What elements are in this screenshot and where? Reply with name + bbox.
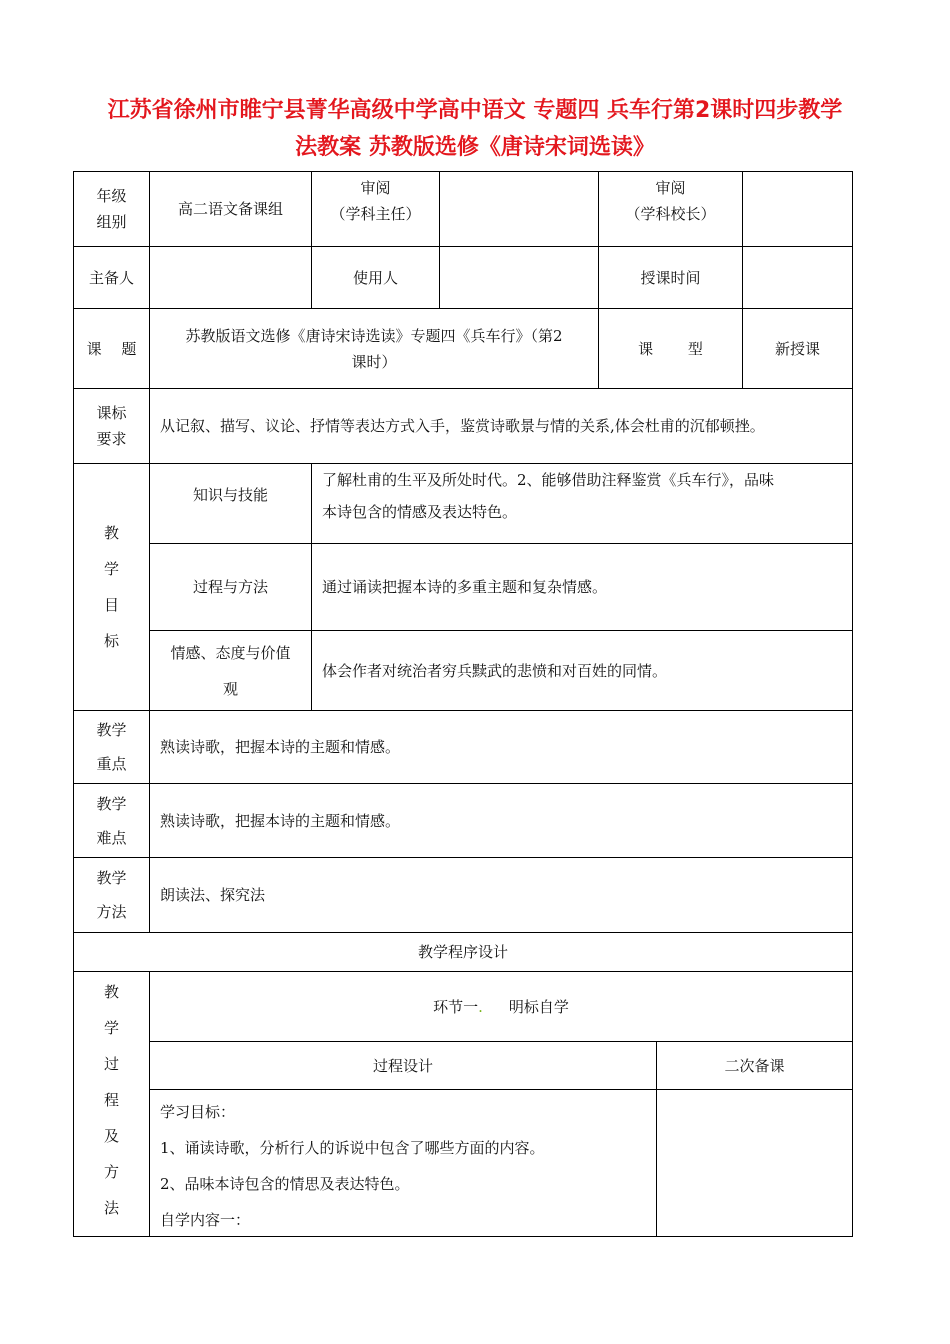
topic-line-1: 苏教版语文选修《唐诗宋诗选读》专题四《兵车行》（第2 xyxy=(185,326,563,345)
difficulty-label-line-2: 难点 xyxy=(96,828,127,847)
method-text: 朗读法、探究法 xyxy=(149,857,853,933)
knowledge-line-2: 本诗包含的情感及表达特色。 xyxy=(322,503,518,521)
knowledge-skills-label: 知识与技能 xyxy=(149,463,312,544)
topic-value xyxy=(149,308,599,389)
stage-one-heading xyxy=(149,971,853,1042)
emotion-label-line-1: 情感、态度与价值 xyxy=(170,643,291,662)
goals-label-char: 标 xyxy=(103,632,119,650)
process-label-char: 过 xyxy=(103,1055,119,1073)
difficulty-label-line-1: 教学 xyxy=(96,794,127,813)
preparer-label: 主备人 xyxy=(73,246,150,309)
group-label: 组别 xyxy=(96,213,127,231)
process-label-char: 学 xyxy=(103,1019,119,1037)
process-design-header: 过程设计 xyxy=(149,1041,657,1090)
lesson-type-label: 课 型 xyxy=(598,308,743,389)
self-study-heading: 自学内容一： xyxy=(160,1211,251,1229)
grade-group-value: 高二语文备课组 xyxy=(149,171,312,247)
standard-text: 从记叙、描写、议论、抒情等表达方式入手，鉴赏诗歌景与情的关系,体会杜甫的沉郁顿挫。 xyxy=(149,388,853,464)
user-value xyxy=(439,246,599,309)
program-design-heading: 教学程序设计 xyxy=(73,932,853,972)
method-label-line-1: 教学 xyxy=(96,869,127,887)
key-point-text: 熟读诗歌，把握本诗的主题和情感。 xyxy=(149,710,853,784)
standard-label-line-1: 课标 xyxy=(96,404,127,422)
key-point-label-line-2: 重点 xyxy=(96,755,127,773)
document-title xyxy=(60,92,890,166)
topic-line-2: 课时） xyxy=(351,352,397,371)
review-principal-value xyxy=(742,171,853,247)
subject-head-label: （学科主任） xyxy=(330,205,421,223)
process-label-char: 法 xyxy=(103,1199,119,1217)
method-label xyxy=(73,857,150,933)
review-subject-value xyxy=(439,171,599,247)
lesson-type-value: 新授课 xyxy=(742,308,853,389)
second-preparation-content xyxy=(656,1089,853,1237)
method-label-line-2: 方法 xyxy=(96,903,127,921)
user-label: 使用人 xyxy=(311,246,440,309)
topic-label: 课 题 xyxy=(73,308,150,389)
study-goal-2: 2、品味本诗包含的情思及表达特色。 xyxy=(160,1175,410,1193)
principal-label: （学科校长） xyxy=(625,205,716,223)
review-principal-label xyxy=(598,171,743,247)
process-design-content xyxy=(149,1089,657,1237)
review-label: 审阅 xyxy=(655,179,686,197)
process-label-char: 程 xyxy=(103,1091,119,1109)
knowledge-skills-text xyxy=(311,463,853,544)
process-label-char: 教 xyxy=(103,983,119,1001)
key-point-label xyxy=(73,710,150,784)
title-line-2: 法教案 苏教版选修《唐诗宋词选读》 xyxy=(295,135,655,160)
review-subject-label xyxy=(311,171,440,247)
key-point-label-line-1: 教学 xyxy=(96,721,127,739)
stage-dot: . xyxy=(478,997,483,1016)
teaching-time-label: 授课时间 xyxy=(598,246,743,309)
teaching-time-value xyxy=(742,246,853,309)
grade-group-label xyxy=(73,171,150,247)
grade-label: 年级 xyxy=(96,187,127,205)
process-method-text: 通过诵读把握本诗的多重主题和复杂情感。 xyxy=(311,543,853,631)
difficulty-label xyxy=(73,783,150,858)
emotion-values-text: 体会作者对统治者穷兵黩武的悲愤和对百姓的同情。 xyxy=(311,630,853,711)
stage-title: 明标自学 xyxy=(508,997,569,1016)
title-line-1: 江苏省徐州市睢宁县菁华高级中学高中语文 专题四 兵车行第2课时四步教学 xyxy=(107,98,843,123)
lesson-plan-table xyxy=(73,171,853,1237)
study-goal-1: 1、诵读诗歌，分析行人的诉说中包含了哪些方面的内容。 xyxy=(160,1139,545,1157)
goals-label-char: 目 xyxy=(103,596,119,614)
standard-label-line-2: 要求 xyxy=(96,430,127,448)
goals-label xyxy=(73,463,150,711)
review-label: 审阅 xyxy=(360,179,391,197)
difficulty-text: 熟读诗歌，把握本诗的主题和情感。 xyxy=(149,783,853,858)
stage-prefix: 环节一 xyxy=(433,997,479,1016)
process-method-label: 过程与方法 xyxy=(149,543,312,631)
knowledge-line-1: 了解杜甫的生平及所处时代。2、能够借助注释鉴赏《兵车行》，品味 xyxy=(322,471,775,489)
second-preparation-header: 二次备课 xyxy=(656,1041,853,1090)
emotion-values-label xyxy=(149,630,312,711)
preparer-value xyxy=(149,246,312,309)
process-label xyxy=(73,971,150,1237)
study-goals-heading: 学习目标： xyxy=(160,1103,236,1121)
standard-label xyxy=(73,388,150,464)
goals-label-char: 学 xyxy=(103,560,119,578)
process-label-char: 方 xyxy=(103,1163,119,1181)
emotion-label-line-2: 观 xyxy=(222,679,238,698)
process-label-char: 及 xyxy=(103,1127,119,1145)
goals-label-char: 教 xyxy=(103,524,119,542)
